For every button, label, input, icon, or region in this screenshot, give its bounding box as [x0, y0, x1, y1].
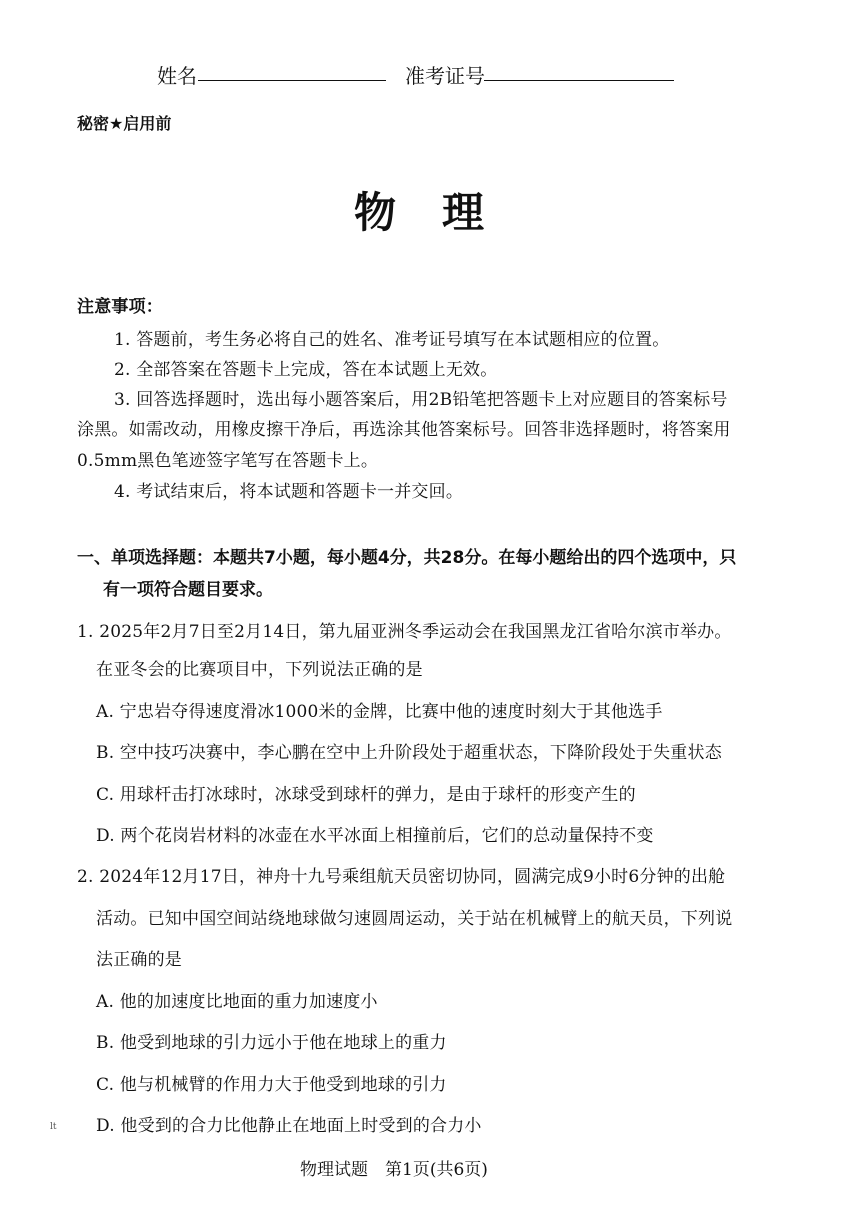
question-1-stem: 1. 2025年2月7日至2月14日，第九届亚洲冬季运动会在我国黑龙江省哈尔滨市举办。	[77, 622, 732, 642]
question-1-option-d: D. 两个花岗岩材料的冰壶在水平冰面上相撞前后，它们的总动量保持不变	[96, 826, 654, 846]
question-2-option-b: B. 他受到地球的引力远小于他在地球上的重力	[96, 1033, 447, 1053]
question-2-stem-continued: 法正确的是	[96, 950, 182, 970]
question-1-stem-continued: 在亚冬会的比赛项目中，下列说法正确的是	[96, 660, 423, 680]
question-2-option-a: A. 他的加速度比地面的重力加速度小	[96, 992, 378, 1012]
question-2-option-d: D. 他受到的合力比他静止在地面上时受到的合力小	[96, 1116, 482, 1136]
exam-id-label: 准考证号	[405, 64, 485, 88]
margin-mark: lt	[50, 1122, 57, 1132]
notice-item: 3. 回答选择题时，选出每小题答案后，用2B铅笔把答题卡上对应题目的答案标号	[114, 390, 728, 410]
question-1-option-c: C. 用球杆击打冰球时，冰球受到球杆的弹力，是由于球杆的形变产生的	[96, 785, 636, 805]
notice-item: 2. 全部答案在答题卡上完成，答在本试题上无效。	[114, 360, 498, 380]
section-heading-continued: 有一项符合题目要求。	[103, 580, 273, 600]
question-1-option-b: B. 空中技巧决赛中，李心鹏在空中上升阶段处于超重状态，下降阶段处于失重状态	[96, 743, 722, 763]
question-2-option-c: C. 他与机械臂的作用力大于他受到地球的引力	[96, 1075, 447, 1095]
notice-item-continued: 0.5mm黑色笔迹签字笔写在答题卡上。	[77, 451, 379, 471]
notice-item: 1. 答题前，考生务必将自己的姓名、准考证号填写在本试题相应的位置。	[114, 330, 670, 350]
notice-item-continued: 涂黑。如需改动，用橡皮擦干净后，再选涂其他答案标号。回答非选择题时，将答案用	[77, 420, 731, 440]
exam-id-blank-line	[484, 80, 674, 81]
name-label: 姓名	[157, 64, 197, 88]
notice-heading: 注意事项：	[77, 297, 163, 317]
section-heading: 一、单项选择题：本题共7小题，每小题4分，共28分。在每小题给出的四个选项中，只	[77, 548, 737, 568]
page-title: 物 理	[354, 188, 487, 237]
confidential-mark: 秘密★启用前	[77, 114, 172, 133]
question-2-stem: 2. 2024年12月17日，神舟十九号乘组航天员密切协同，圆满完成9小时6分钟的出舱	[77, 867, 726, 887]
question-1-option-a: A. 宁忠岩夺得速度滑冰1000米的金牌，比赛中他的速度时刻大于其他选手	[96, 702, 663, 722]
name-blank-line	[198, 80, 386, 81]
question-2-stem-continued: 活动。已知中国空间站绕地球做匀速圆周运动，关于站在机械臂上的航天员，下列说	[96, 909, 733, 929]
page-footer: 物理试题 第1页(共6页)	[300, 1160, 488, 1180]
notice-item: 4. 考试结束后，将本试题和答题卡一并交回。	[114, 482, 464, 502]
